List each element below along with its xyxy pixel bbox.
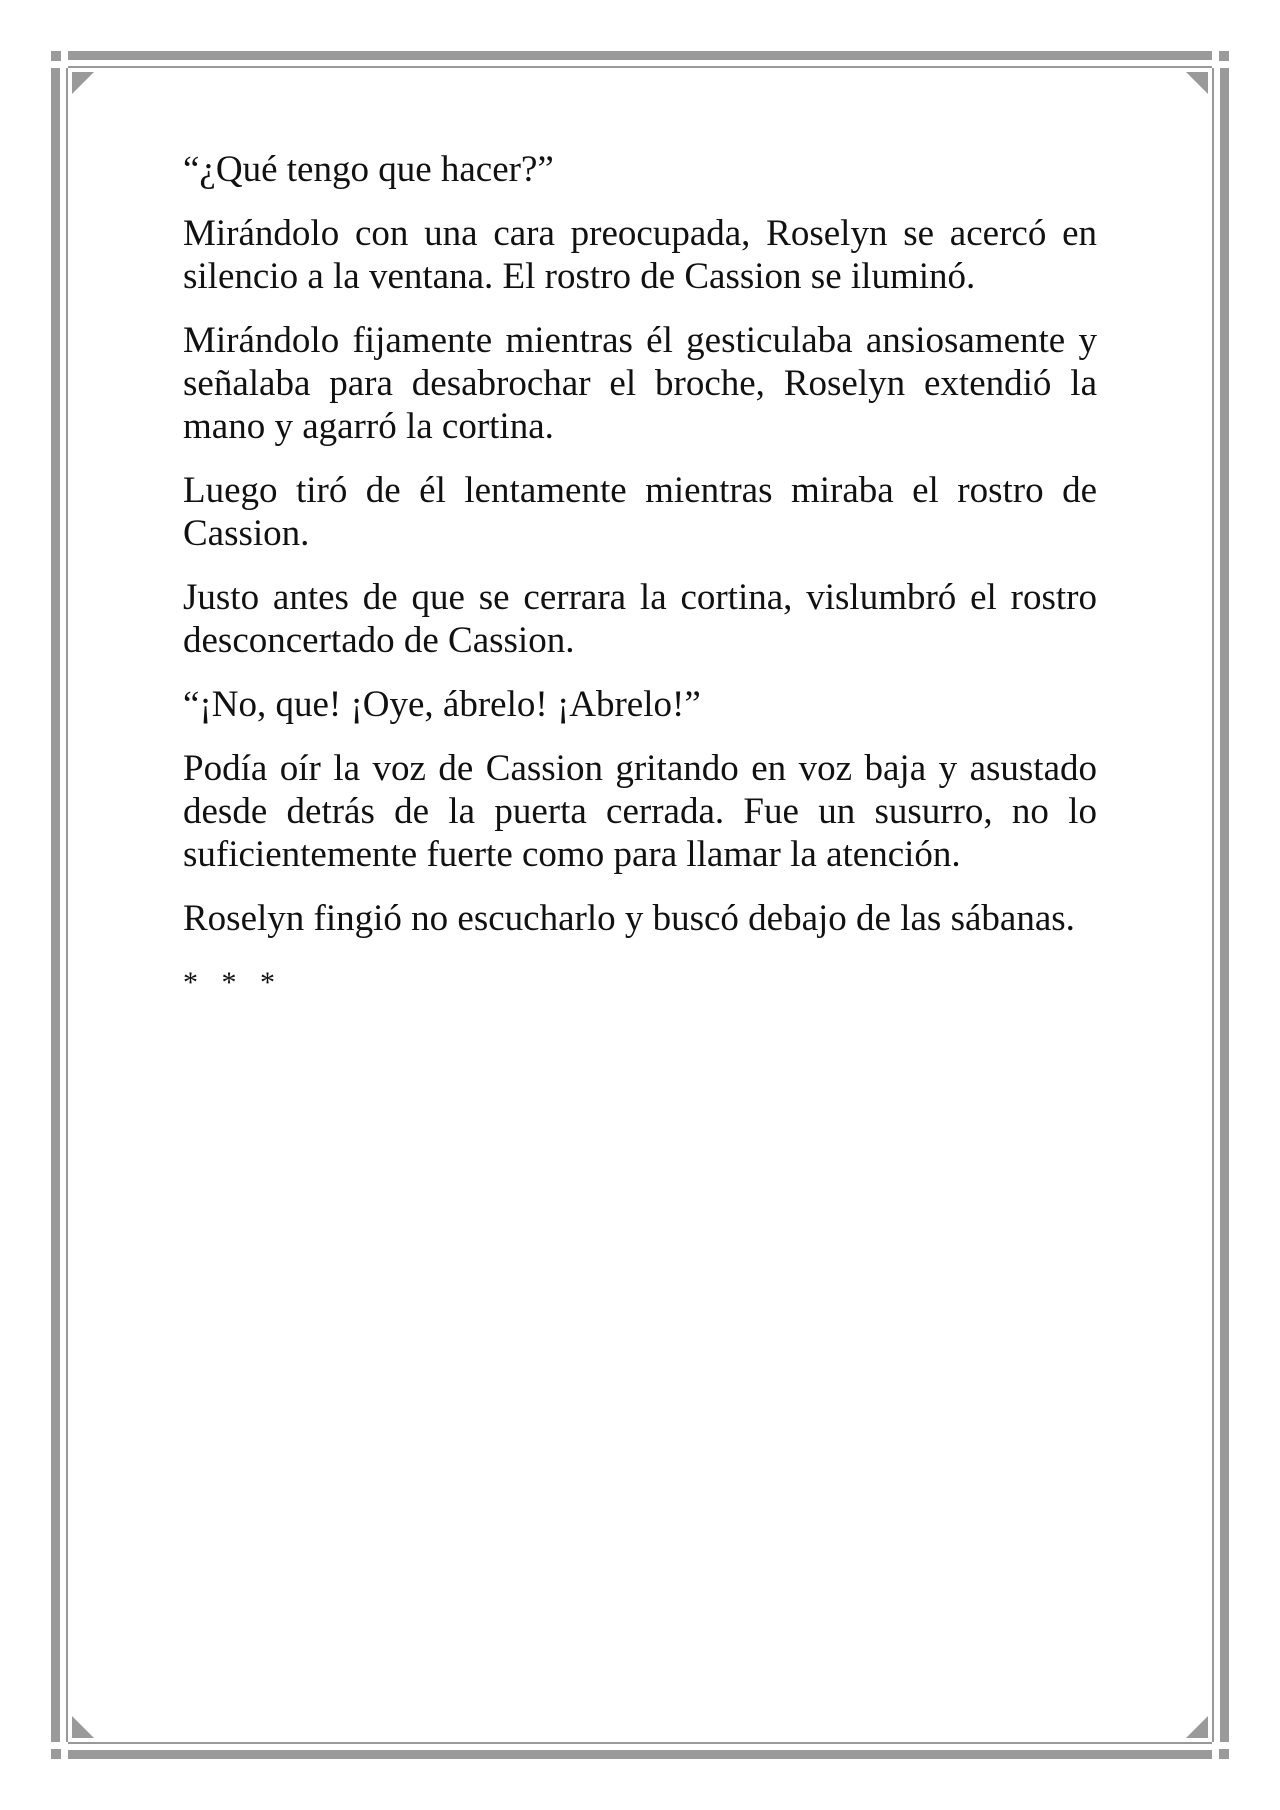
document-body: [183, 148, 1097, 1004]
corner-triangle-bottom-left: [72, 1716, 94, 1738]
paragraph-2: Mirándolo con una cara preocupada, Roselyn se acercó en silencio a la ventana. El rostro de Cassion se iluminó.: [183, 213, 1097, 297]
paragraph-8: Roselyn fingió no escucharlo y buscó debajo de las sábanas.: [183, 898, 1075, 939]
paragraph-5: Justo antes de que se cerrara la cortina, vislumbró el rostro desconcertado de Cassion.: [183, 577, 1097, 661]
corner-triangle-bottom-right: [1186, 1716, 1208, 1738]
paragraph-4: Luego tiró de él lentamente mientras miraba el rostro de Cassion.: [183, 470, 1097, 554]
corner-triangle-top-left: [72, 72, 94, 94]
corner-triangle-top-right: [1186, 72, 1208, 94]
paragraph-7: Podía oír la voz de Cassion gritando en voz baja y asustado desde detrás de la puerta cerrada. Fue un susurro, no lo suficientemente fuerte como para llamar la atención.: [183, 748, 1097, 875]
paragraph-1: “¿Qué tengo que hacer?”: [183, 149, 554, 190]
section-separator: * * *: [183, 966, 283, 999]
paragraph-3: Mirándolo fijamente mientras él gesticulaba ansiosamente y señalaba para desabrochar el broche, Roselyn extendió la mano y agarró la cortina.: [183, 320, 1097, 447]
paragraph-6: “¡No, que! ¡Oye, ábrelo! ¡Abrelo!”: [183, 684, 701, 725]
